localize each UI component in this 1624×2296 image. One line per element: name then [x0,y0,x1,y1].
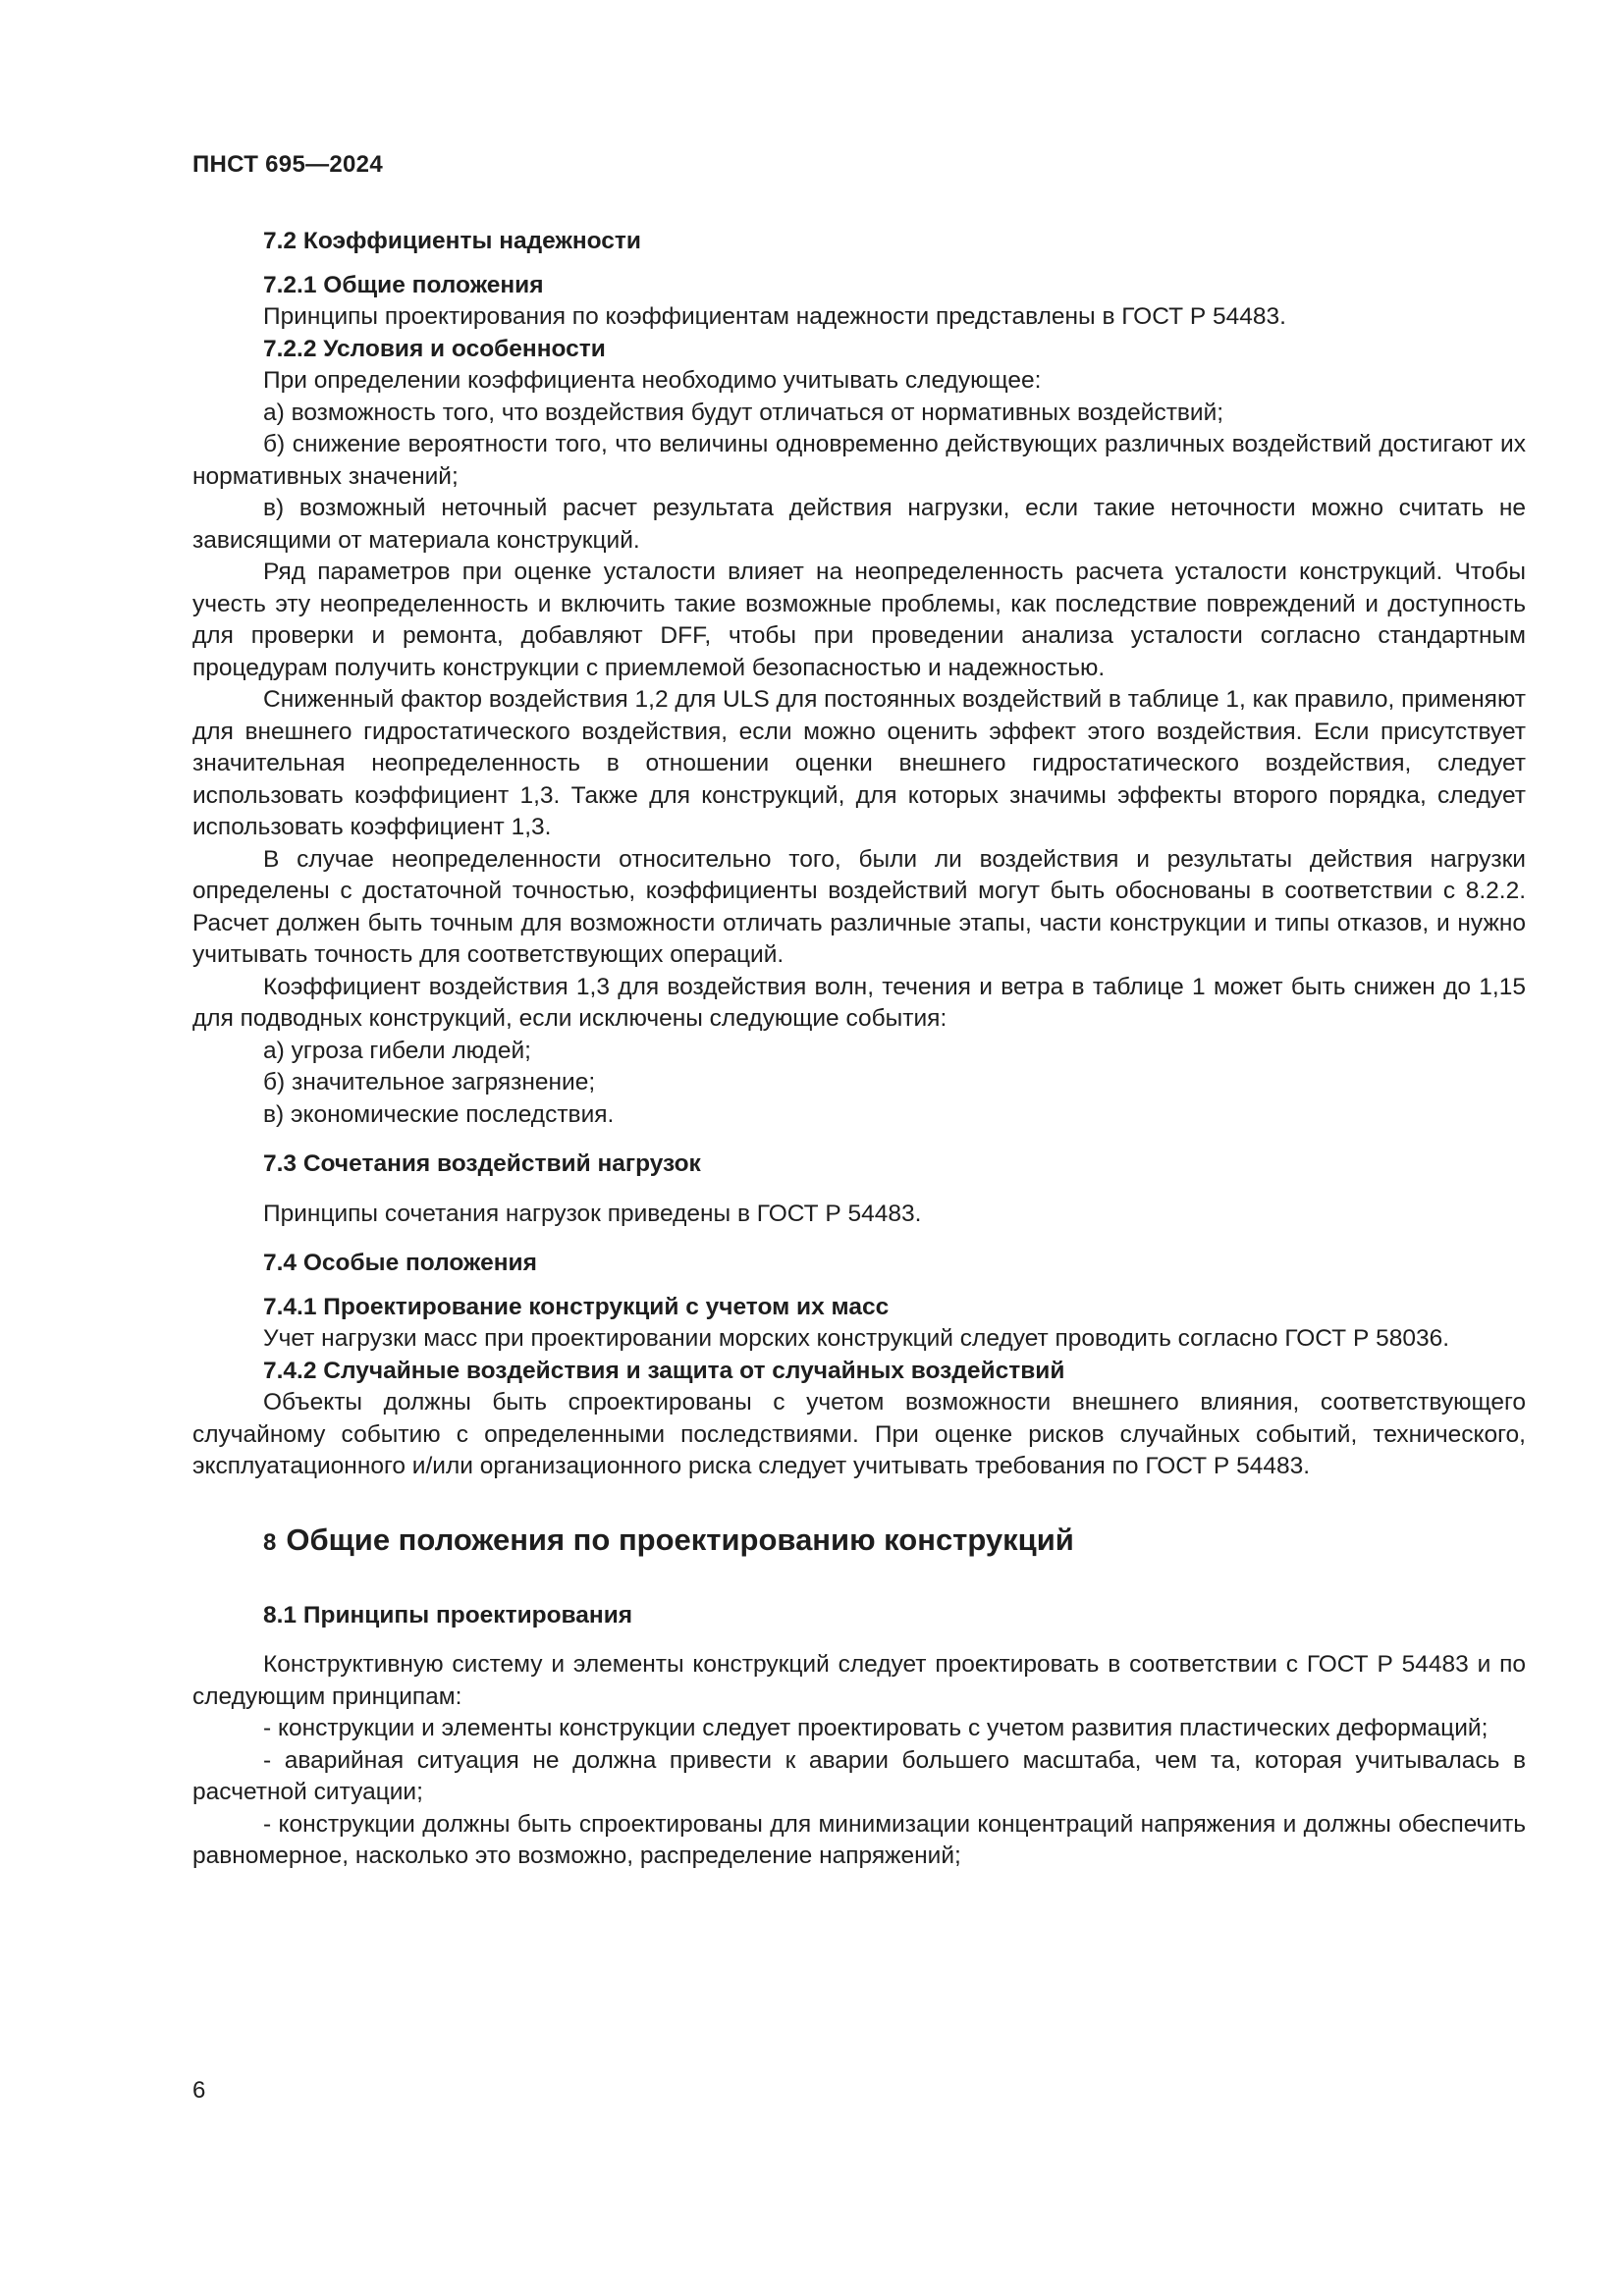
section-7-4-1-title: 7.4.1 Проектирование конструкций с учетом их масс [263,1293,890,1320]
section-8-title: Общие положения по проектированию конструкций [286,1522,1074,1557]
event-item-b: б) значительное загрязнение; [263,1069,596,1095]
event-item-a: а) угроза гибели людей; [263,1037,531,1064]
section-7-4-2-title: 7.4.2 Случайные воздействия и защита от случайных воздействий [263,1357,1065,1384]
section-7-4-title: 7.4 Особые положения [263,1250,537,1276]
section-8-heading [192,1521,1526,1563]
section-7-2-title: 7.2 Коэффициенты надежности [263,228,641,254]
section-7-2-2-title: 7.2.2 Условия и особенности [263,335,606,362]
section-7-4-2-text: Объекты должны быть спроектированы с учетом возможности внешнего влияния, соответствующего случайному событию с определенными последствиями. При оценке рисков случайных событий, технического, эксплуатационного и/или организационного риска следует учитывать требования по ГОСТ Р 54483. [192,1389,1526,1479]
section-7-4-1-text: Учет нагрузки масс при проектировании морских конструкций следует проводить согласно ГОСТ Р 58036. [263,1325,1450,1352]
principle-item-3: - конструкции должны быть спроектированы для минимизации концентраций напряжения и должны обеспечить равномерное, насколько это возможно, распределение напряжений; [192,1810,1526,1869]
document-body [192,226,1526,1873]
list-item-a: а) возможность того, что воздействия будут отличаться от нормативных воздействий; [263,399,1224,426]
section-7-2-1-title: 7.2.1 Общие положения [263,271,544,298]
paragraph-fatigue: Ряд параметров при оценке усталости влияет на неопределенность расчета усталости конструкций. Чтобы учесть эту неопределенность и включить такие возможные проблемы, как последствие повреждений и доступность для проверки и ремонта, добавляют DFF, чтобы при проведении анализа усталости согласно стандартным процедурам получить конструкции с приемлемой безопасностью и надежностью. [192,559,1526,681]
principle-item-1: - конструкции и элементы конструкции следует проектировать с учетом развития пластических деформаций; [263,1715,1489,1741]
paragraph-uncertainty: В случае неопределенности относительно того, были ли воздействия и результаты действия нагрузки определены с достаточной точностью, коэффициенты воздействий могут быть обоснованы в соответствии с 8.2.2. Расчет должен быть точным для возможности отличать различные этапы, части конструкции и типы отказов, и нужно учитывать точность для соответствующих операций. [192,845,1526,968]
document-header: ПНСТ 695—2024 [192,151,383,178]
section-8-1-intro: Конструктивную систему и элементы конструкций следует проектировать в соответствии с ГОСТ Р 54483 и по следующим принципам: [192,1651,1526,1710]
paragraph-wave-factor: Коэффициент воздействия 1,3 для воздействия волн, течения и ветра в таблице 1 может быть снижен до 1,15 для подводных конструкций, если исключены следующие события: [192,973,1526,1032]
section-8-1-title: 8.1 Принципы проектирования [263,1601,633,1629]
principle-item-2: - аварийная ситуация не должна привести к аварии большего масштаба, чем та, которая учитывалась в расчетной ситуации; [192,1746,1526,1805]
section-8-number: 8 [263,1528,277,1556]
event-item-v: в) экономические последствия. [263,1100,615,1128]
section-7-2-1-text: Принципы проектирования по коэффициентам надежности представлены в ГОСТ Р 54483. [263,303,1286,330]
section-7-3-title: 7.3 Сочетания воздействий нагрузок [263,1150,701,1177]
list-item-b: б) снижение вероятности того, что величины одновременно действующих различных воздействий достигают их нормативных значений; [192,431,1526,490]
section-7-3-text: Принципы сочетания нагрузок приведены в ГОСТ Р 54483. [263,1200,922,1227]
page-number: 6 [192,2077,206,2104]
paragraph-reduced-factor: Сниженный фактор воздействия 1,2 для ULS для постоянных воздействий в таблице 1, как правило, применяют для внешнего гидростатического воздействия, если можно оценить эффект этого воздействия. Если присутствует значительная неопределенность в отношении оценки внешнего гидростатического воздействия, следует использовать коэффициент 1,3. Также для конструкций, для которых значимы эффекты второго порядка, следует использовать коэффициент 1,3. [192,686,1527,840]
list-item-v: в) возможный неточный расчет результата действия нагрузки, если такие неточности можно считать не зависящими от материала конструкций. [192,495,1526,554]
section-7-2-2-intro: При определении коэффициента необходимо учитывать следующее: [263,367,1042,394]
